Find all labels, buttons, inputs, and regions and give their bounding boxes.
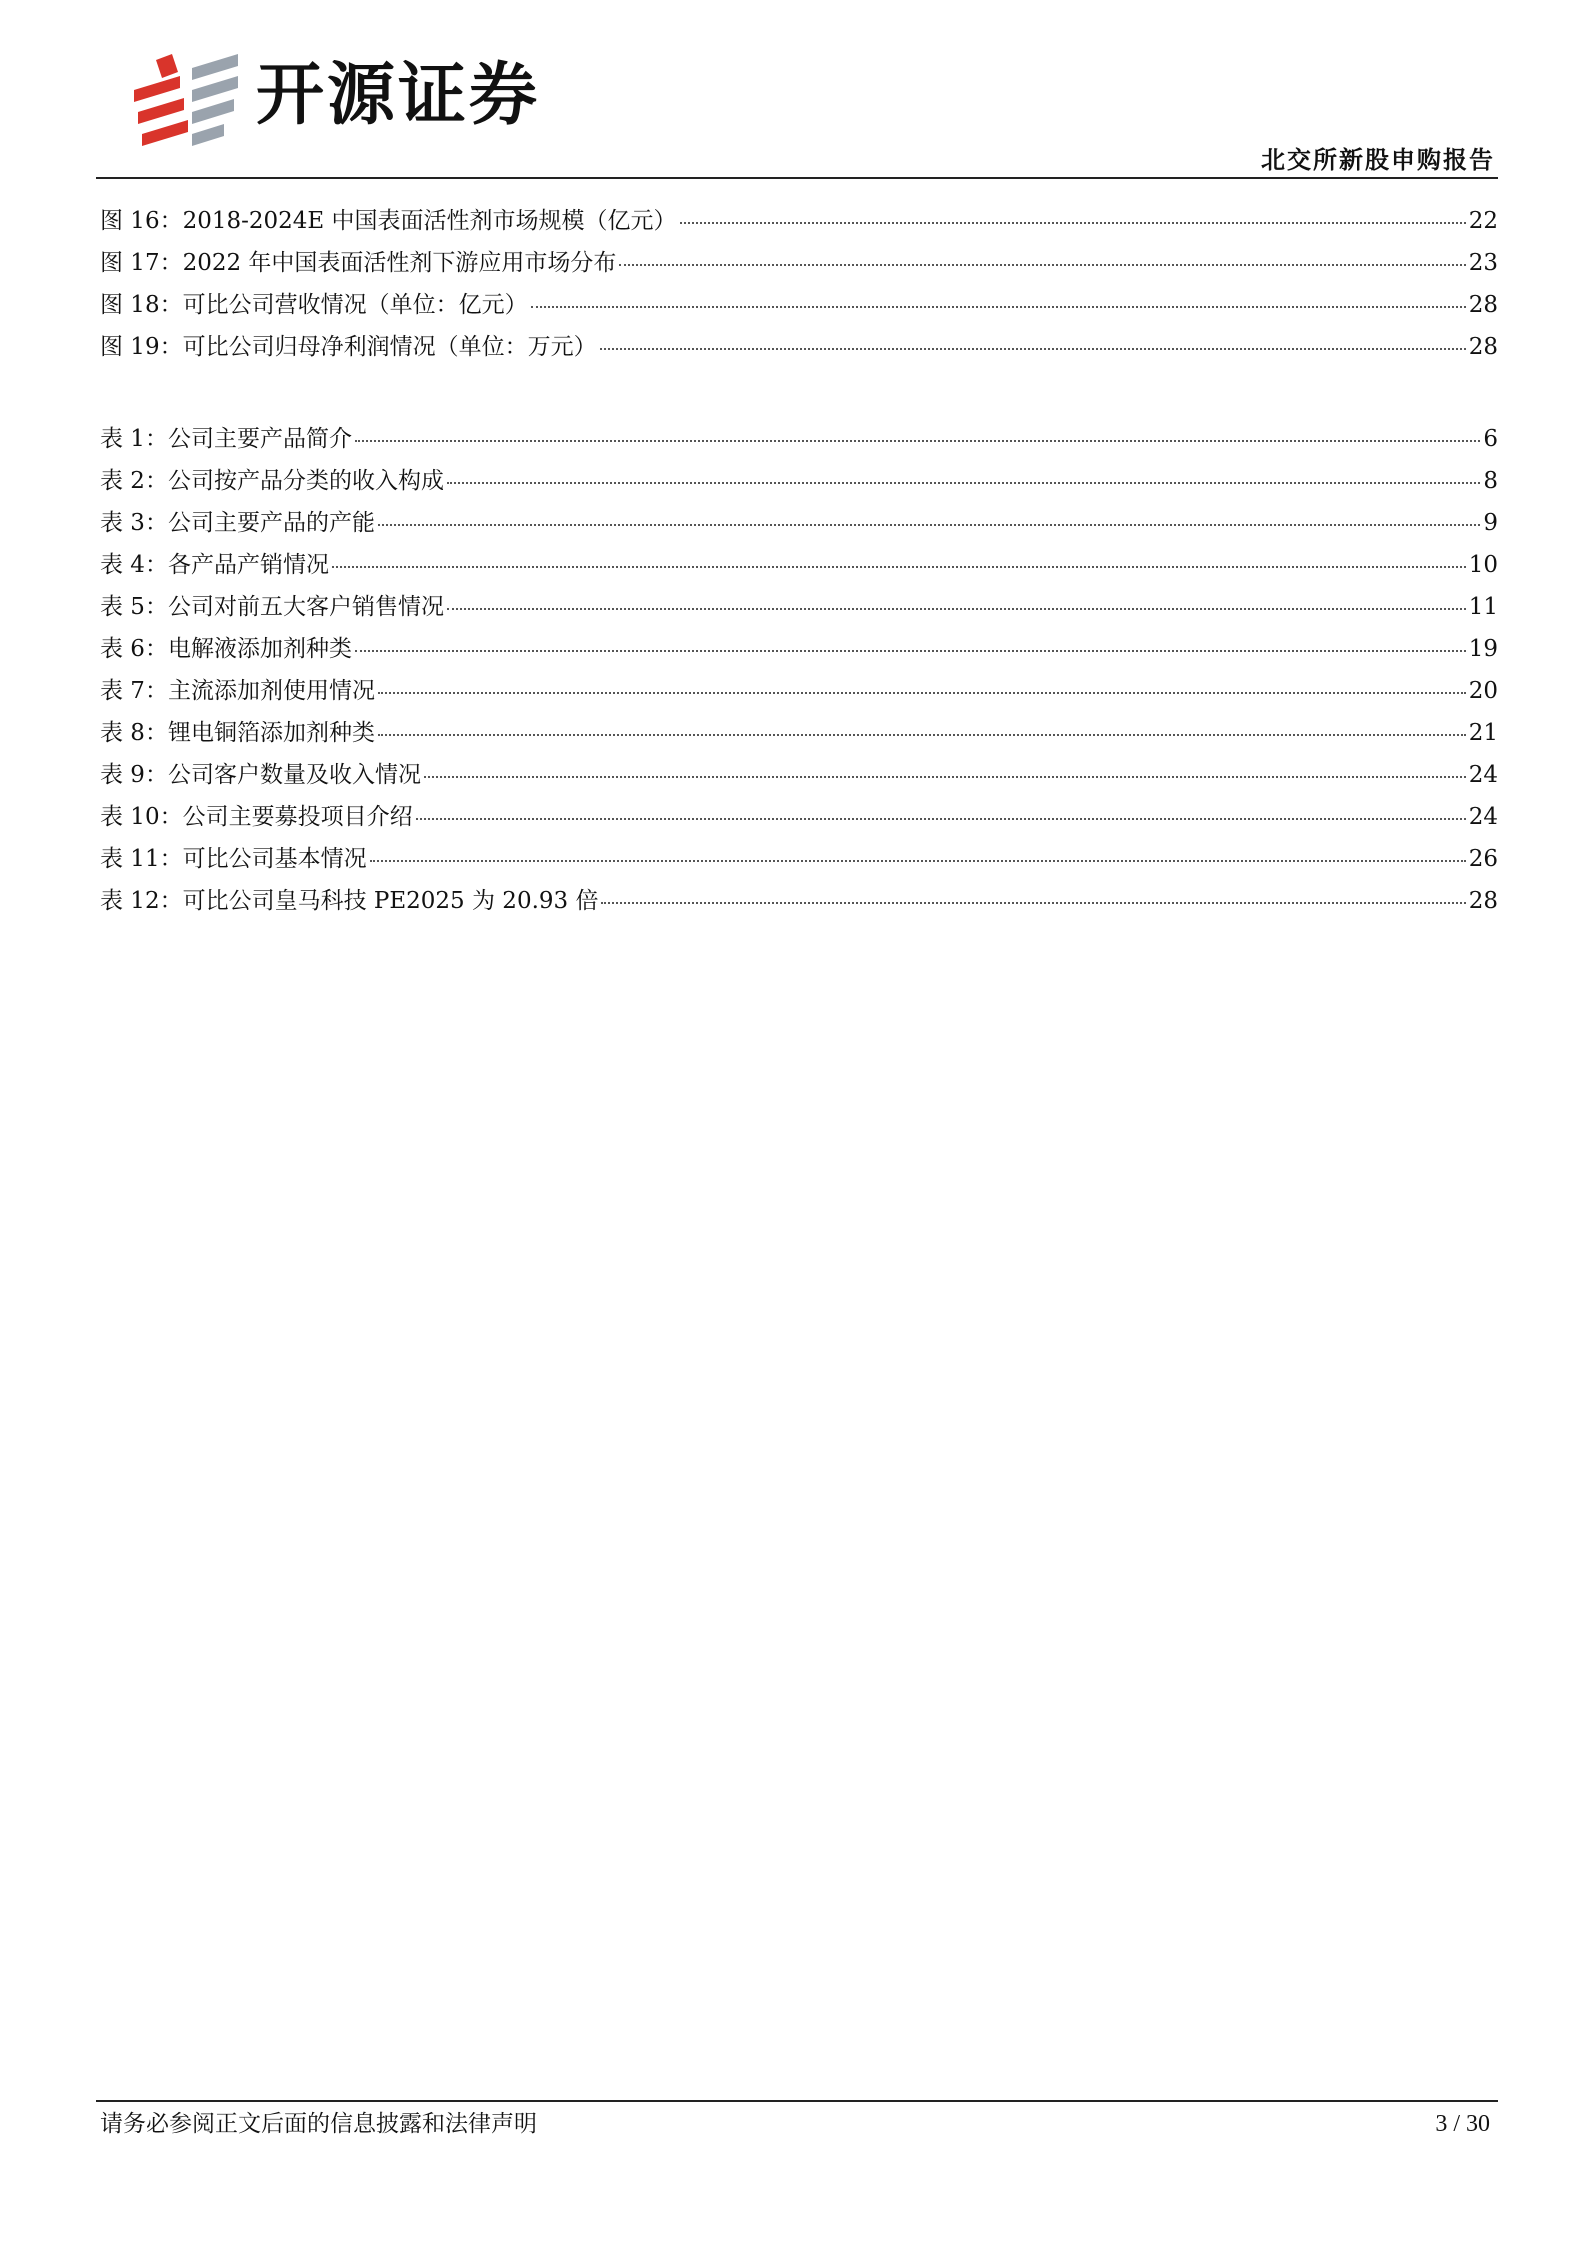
dot-leader [447, 608, 1466, 610]
dot-leader [619, 264, 1465, 266]
toc-entry[interactable] [100, 326, 1498, 368]
toc-entry-title: 2018-2024E 中国表面活性剂市场规模（亿元） [182, 208, 677, 234]
toc-entry-page: 6 [1483, 426, 1498, 452]
toc-entry-label: 表 7： [100, 678, 168, 704]
dot-leader [370, 860, 1466, 862]
page-number: 3 / 30 [1435, 2111, 1490, 2137]
toc-entry-title: 公司主要产品的产能 [167, 510, 375, 536]
toc-entry-title: 公司主要产品简介 [167, 426, 352, 452]
dot-leader [447, 482, 1480, 484]
toc-entry-title: 公司主要募投项目介绍 [182, 804, 413, 830]
dot-leader [601, 902, 1465, 904]
toc-entry-page: 9 [1483, 510, 1498, 536]
toc-entry-title: 可比公司基本情况 [182, 846, 367, 872]
footer-row [96, 2102, 1498, 2142]
dot-leader [680, 222, 1466, 224]
toc-entry-label: 表 4： [100, 552, 168, 578]
page-footer [96, 2100, 1498, 2142]
table-of-contents [100, 200, 1498, 922]
toc-entry-label: 图 17： [100, 250, 183, 276]
toc-entry-label: 表 3： [100, 510, 168, 536]
toc-entry-label: 图 19： [100, 334, 183, 360]
toc-entry-title: 主流添加剂使用情况 [167, 678, 375, 704]
toc-entry[interactable] [100, 502, 1498, 544]
tables-toc [100, 418, 1498, 922]
dot-leader [416, 818, 1466, 820]
toc-entry[interactable] [100, 838, 1498, 880]
toc-entry-label: 表 8： [100, 720, 168, 746]
toc-entry-page: 26 [1468, 846, 1498, 872]
toc-entry-title: 公司客户数量及收入情况 [167, 762, 421, 788]
toc-entry-page: 19 [1468, 636, 1498, 662]
toc-entry-page: 20 [1468, 678, 1498, 704]
toc-entry-page: 8 [1483, 468, 1498, 494]
toc-entry-label: 图 16： [100, 208, 183, 234]
toc-entry-title: 可比公司营收情况（单位：亿元） [182, 292, 528, 318]
toc-entry-page: 24 [1468, 762, 1498, 788]
toc-entry-label: 表 12： [100, 888, 183, 914]
toc-entry-page: 11 [1468, 594, 1498, 620]
toc-entry-page: 22 [1468, 208, 1498, 234]
dot-leader [378, 524, 1480, 526]
toc-entry[interactable] [100, 242, 1498, 284]
toc-entry-title: 可比公司归母净利润情况（单位：万元） [182, 334, 597, 360]
dot-leader [378, 692, 1466, 694]
toc-entry-title: 2022 年中国表面活性剂下游应用市场分布 [182, 250, 617, 276]
disclaimer-text: 请务必参阅正文后面的信息披露和法律声明 [100, 2111, 537, 2137]
toc-entry-title: 公司对前五大客户销售情况 [167, 594, 444, 620]
figures-toc [100, 200, 1498, 368]
brand-name: 开源证券 [256, 56, 541, 135]
dot-leader [332, 566, 1466, 568]
toc-entry-page: 28 [1468, 888, 1498, 914]
toc-entry[interactable] [100, 880, 1498, 922]
toc-entry[interactable] [100, 544, 1498, 586]
toc-entry-page: 24 [1468, 804, 1498, 830]
dot-leader [600, 348, 1466, 350]
toc-entry-label: 表 1： [100, 426, 168, 452]
toc-entry[interactable] [100, 628, 1498, 670]
toc-entry-label: 表 11： [100, 846, 183, 872]
toc-entry-title: 可比公司皇马科技 PE2025 为 20.93 倍 [182, 888, 599, 914]
toc-entry-page: 21 [1468, 720, 1498, 746]
toc-entry[interactable] [100, 796, 1498, 838]
dot-leader [424, 776, 1466, 778]
toc-entry-label: 表 6： [100, 636, 168, 662]
toc-entry-label: 表 2： [100, 468, 168, 494]
dot-leader [355, 650, 1466, 652]
toc-entry-page: 28 [1468, 334, 1498, 360]
toc-entry[interactable] [100, 460, 1498, 502]
dot-leader [378, 734, 1466, 736]
toc-entry-title: 电解液添加剂种类 [167, 636, 352, 662]
dot-leader [355, 440, 1480, 442]
toc-entry-label: 表 5： [100, 594, 168, 620]
toc-entry[interactable] [100, 200, 1498, 242]
toc-entry[interactable] [100, 754, 1498, 796]
report-type-label: 北交所新股申购报告 [1261, 146, 1495, 174]
dot-leader [531, 306, 1466, 308]
toc-entry[interactable] [100, 284, 1498, 326]
header-divider [96, 177, 1498, 179]
toc-section-gap [100, 368, 1498, 418]
toc-entry[interactable] [100, 418, 1498, 460]
toc-entry-page: 10 [1468, 552, 1498, 578]
toc-entry[interactable] [100, 712, 1498, 754]
toc-entry-title: 各产品产销情况 [167, 552, 329, 578]
toc-entry-label: 图 18： [100, 292, 183, 318]
toc-entry-title: 公司按产品分类的收入构成 [167, 468, 444, 494]
toc-entry[interactable] [100, 586, 1498, 628]
toc-entry-label: 表 9： [100, 762, 168, 788]
toc-entry-title: 锂电铜箔添加剂种类 [167, 720, 375, 746]
toc-entry-page: 28 [1468, 292, 1498, 318]
toc-entry-page: 23 [1468, 250, 1498, 276]
kaiyuan-logo-icon [134, 50, 240, 146]
toc-entry[interactable] [100, 670, 1498, 712]
toc-entry-label: 表 10： [100, 804, 183, 830]
page-header [0, 0, 1588, 180]
